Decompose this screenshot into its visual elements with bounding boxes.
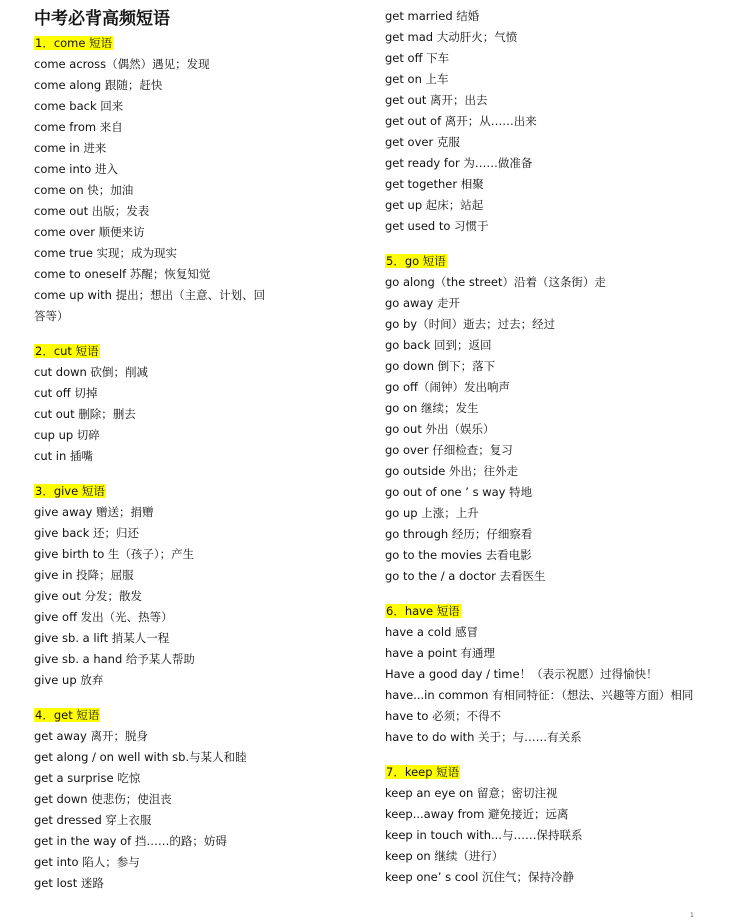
phrase-text: give away 赠送；捐赠 bbox=[34, 505, 154, 519]
phrase-entry bbox=[34, 287, 265, 303]
phrase-entry bbox=[34, 224, 145, 240]
phrase-entry bbox=[385, 869, 574, 885]
phrase-text: cut down 砍倒；削减 bbox=[34, 365, 148, 379]
phrase-entry bbox=[385, 729, 582, 745]
phrase-entry bbox=[34, 385, 97, 401]
phrase-entry bbox=[34, 119, 123, 135]
phrase-text: come up with 提出；想出（主意、计划、回 bbox=[34, 288, 266, 302]
phrase-entry bbox=[34, 546, 194, 562]
section-heading bbox=[34, 343, 100, 359]
phrase-entry bbox=[385, 547, 532, 563]
phrase-text: go out of one ’ s way 特地 bbox=[385, 485, 533, 499]
phrase-text: have a point 有通理 bbox=[385, 646, 496, 660]
section-heading bbox=[385, 603, 461, 619]
section-heading-label: 5．go 短语 bbox=[386, 254, 446, 268]
phrase-entry bbox=[385, 421, 494, 437]
section-heading bbox=[385, 253, 447, 269]
phrase-text: go to the / a doctor 去看医生 bbox=[385, 569, 546, 583]
phrase-entry bbox=[385, 505, 479, 521]
phrase-text: go over 仔细检查；复习 bbox=[385, 443, 513, 457]
phrase-text: get over 克服 bbox=[385, 135, 460, 149]
phrase-entry bbox=[34, 56, 210, 72]
phrase-entry bbox=[34, 812, 151, 828]
phrase-text: get out of 离开；从……出来 bbox=[385, 114, 537, 128]
phrase-entry bbox=[385, 337, 491, 353]
phrase-entry bbox=[385, 29, 517, 45]
phrase-entry bbox=[34, 728, 148, 744]
phrase-entry bbox=[34, 875, 104, 891]
section-heading-label: 2．cut 短语 bbox=[35, 344, 99, 358]
phrase-text: go away 走开 bbox=[385, 296, 460, 310]
phrase-text: give birth to 生（孩子）；产生 bbox=[34, 547, 195, 561]
phrase-entry bbox=[34, 448, 93, 464]
phrase-text: come from 来自 bbox=[34, 120, 123, 134]
phrase-entry bbox=[385, 113, 537, 129]
page-title: 中考必背高频短语 bbox=[34, 9, 170, 29]
phrase-text: keep on 继续（进行） bbox=[385, 849, 504, 863]
section-heading bbox=[34, 483, 106, 499]
phrase-entry bbox=[34, 98, 123, 114]
phrase-text: 答等） bbox=[34, 309, 69, 323]
phrase-entry bbox=[34, 630, 169, 646]
phrase-text: go along（the street）沿着（这条街）走 bbox=[385, 275, 607, 289]
phrase-entry bbox=[34, 427, 100, 443]
phrase-text: get in the way of 挡……的路；妨碍 bbox=[34, 834, 227, 848]
phrase-entry bbox=[385, 666, 658, 682]
phrase-text: get together 相聚 bbox=[385, 177, 484, 191]
phrase-text: keep one’ s cool 沉住气；保持冷静 bbox=[385, 870, 574, 884]
phrase-text: cut off 切掉 bbox=[34, 386, 98, 400]
phrase-entry bbox=[385, 71, 449, 87]
section-heading bbox=[34, 35, 113, 51]
phrase-entry bbox=[385, 526, 532, 542]
phrase-entry bbox=[385, 442, 513, 458]
phrase-text: get out 离开；出去 bbox=[385, 93, 488, 107]
phrase-text: get away 离开；脱身 bbox=[34, 729, 148, 743]
phrase-entry bbox=[385, 624, 478, 640]
phrase-text: give off 发出（光、热等） bbox=[34, 610, 173, 624]
phrase-entry bbox=[34, 203, 149, 219]
phrase-text: keep in touch with...与……保持联系 bbox=[385, 828, 583, 842]
phrase-text: get on 上车 bbox=[385, 72, 449, 86]
phrase-text: have...in common 有相同特征：（想法、兴趣等方面）相同 bbox=[385, 688, 694, 702]
phrase-entry bbox=[34, 791, 172, 807]
phrase-entry bbox=[34, 140, 106, 156]
phrase-text: cup up 切碎 bbox=[34, 428, 100, 442]
phrase-text: come in 进来 bbox=[34, 141, 107, 155]
section-heading-label: 6．have 短语 bbox=[386, 604, 460, 618]
phrase-text: get into 陷人；参与 bbox=[34, 855, 140, 869]
phrase-entry bbox=[385, 827, 582, 843]
phrase-entry bbox=[385, 155, 532, 171]
phrase-entry bbox=[385, 806, 569, 822]
phrase-text: get a surprise 吃惊 bbox=[34, 771, 141, 785]
phrase-text: come into 进入 bbox=[34, 162, 118, 176]
phrase-text: go outside 外出；往外走 bbox=[385, 464, 519, 478]
phrase-text: cut out 删除；删去 bbox=[34, 407, 136, 421]
phrase-text: Have a good day / time！（表示祝愿）过得愉快！ bbox=[385, 667, 658, 681]
phrase-entry bbox=[385, 316, 555, 332]
phrase-entry bbox=[34, 749, 247, 765]
phrase-text: have a cold 感冒 bbox=[385, 625, 479, 639]
phrase-entry bbox=[34, 182, 133, 198]
phrase-text: go through 经历；仔细察看 bbox=[385, 527, 533, 541]
phrase-text: go out 外出（娱乐） bbox=[385, 422, 495, 436]
phrase-entry bbox=[385, 687, 693, 703]
section-heading bbox=[385, 764, 460, 780]
phrase-entry bbox=[34, 833, 227, 849]
phrase-text: come out 出版；发表 bbox=[34, 204, 150, 218]
phrase-entry bbox=[34, 161, 118, 177]
phrase-text: give back 还；归还 bbox=[34, 526, 140, 540]
phrase-entry bbox=[34, 672, 103, 688]
phrase-entry bbox=[385, 8, 479, 24]
phrase-entry bbox=[34, 651, 195, 667]
phrase-entry bbox=[34, 245, 177, 261]
phrase-text: go by（时间）逝去；过去；经过 bbox=[385, 317, 556, 331]
phrase-entry bbox=[385, 785, 557, 801]
phrase-entry bbox=[385, 708, 501, 724]
phrase-entry bbox=[34, 525, 139, 541]
phrase-entry bbox=[385, 197, 483, 213]
phrase-text: get along / on well with sb.与某人和睦 bbox=[34, 750, 247, 764]
phrase-text: come on 快；加油 bbox=[34, 183, 134, 197]
phrase-text: come true 实现；成为现实 bbox=[34, 246, 178, 260]
phrase-text: go off（闹钟）发出响声 bbox=[385, 380, 510, 394]
phrase-entry bbox=[34, 588, 142, 604]
phrase-entry bbox=[34, 266, 210, 282]
phrase-text: come to oneself 苏醒；恢复知觉 bbox=[34, 267, 211, 281]
phrase-text: go on 继续；发生 bbox=[385, 401, 479, 415]
phrase-entry bbox=[34, 77, 162, 93]
phrase-text: get ready for 为……做准备 bbox=[385, 156, 533, 170]
section-heading bbox=[34, 707, 100, 723]
phrase-entry bbox=[34, 308, 69, 324]
phrase-entry bbox=[385, 848, 503, 864]
section-heading-label: 7．keep 短语 bbox=[386, 765, 460, 779]
phrase-text: go to the movies 去看电影 bbox=[385, 548, 532, 562]
phrase-text: get married 结婚 bbox=[385, 9, 480, 23]
phrase-text: get used to 习惯于 bbox=[385, 219, 489, 233]
phrase-entry bbox=[385, 645, 495, 661]
phrase-text: get lost 迷路 bbox=[34, 876, 104, 890]
phrase-text: keep...away from 避免接近；远离 bbox=[385, 807, 569, 821]
phrase-entry bbox=[34, 854, 140, 870]
phrase-text: give sb. a lift 捎某人一程 bbox=[34, 631, 170, 645]
phrase-text: go up 上涨；上升 bbox=[385, 506, 479, 520]
phrase-entry bbox=[385, 176, 484, 192]
phrase-text: get up 起床；站起 bbox=[385, 198, 484, 212]
phrase-text: give sb. a hand 给予某人帮助 bbox=[34, 652, 195, 666]
phrase-entry bbox=[385, 218, 489, 234]
phrase-text: get mad 大动肝火；气愤 bbox=[385, 30, 518, 44]
phrase-text: come along 跟随；赶快 bbox=[34, 78, 163, 92]
phrase-text: have to 必须；不得不 bbox=[385, 709, 502, 723]
page-number: 1 bbox=[690, 912, 694, 919]
phrase-text: come back 回来 bbox=[34, 99, 124, 113]
phrase-entry bbox=[385, 92, 488, 108]
phrase-entry bbox=[385, 295, 460, 311]
phrase-text: keep an eye on 留意；密切注视 bbox=[385, 786, 558, 800]
phrase-text: give in 投降；屈服 bbox=[34, 568, 134, 582]
phrase-entry bbox=[34, 609, 173, 625]
phrase-entry bbox=[385, 274, 606, 290]
phrase-entry bbox=[385, 50, 449, 66]
phrase-text: give up 放弃 bbox=[34, 673, 104, 687]
phrase-entry bbox=[385, 379, 510, 395]
phrase-text: go down 倒下；落下 bbox=[385, 359, 496, 373]
section-heading-label: 1．come 短语 bbox=[35, 36, 113, 50]
phrase-text: get off 下车 bbox=[385, 51, 450, 65]
phrase-text: get dressed 穿上衣服 bbox=[34, 813, 152, 827]
section-heading-label: 4．get 短语 bbox=[35, 708, 100, 722]
phrase-text: have to do with 关于；与……有关系 bbox=[385, 730, 582, 744]
phrase-entry bbox=[385, 484, 532, 500]
phrase-text: come over 顺便来访 bbox=[34, 225, 145, 239]
phrase-entry bbox=[34, 406, 136, 422]
phrase-entry bbox=[34, 567, 134, 583]
phrase-text: give out 分发；散发 bbox=[34, 589, 143, 603]
phrase-entry bbox=[385, 568, 546, 584]
phrase-text: get down 使悲伤；使沮丧 bbox=[34, 792, 172, 806]
phrase-text: cut in 插嘴 bbox=[34, 449, 93, 463]
phrase-entry bbox=[34, 364, 148, 380]
phrase-entry bbox=[385, 463, 518, 479]
phrase-entry bbox=[34, 504, 154, 520]
phrase-entry bbox=[385, 358, 495, 374]
phrase-entry bbox=[385, 134, 460, 150]
phrase-entry bbox=[385, 400, 478, 416]
phrase-text: go back 回到；返回 bbox=[385, 338, 492, 352]
section-heading-label: 3．give 短语 bbox=[35, 484, 105, 498]
phrase-text: come across（偶然）遇见；发现 bbox=[34, 57, 210, 71]
phrase-entry bbox=[34, 770, 140, 786]
